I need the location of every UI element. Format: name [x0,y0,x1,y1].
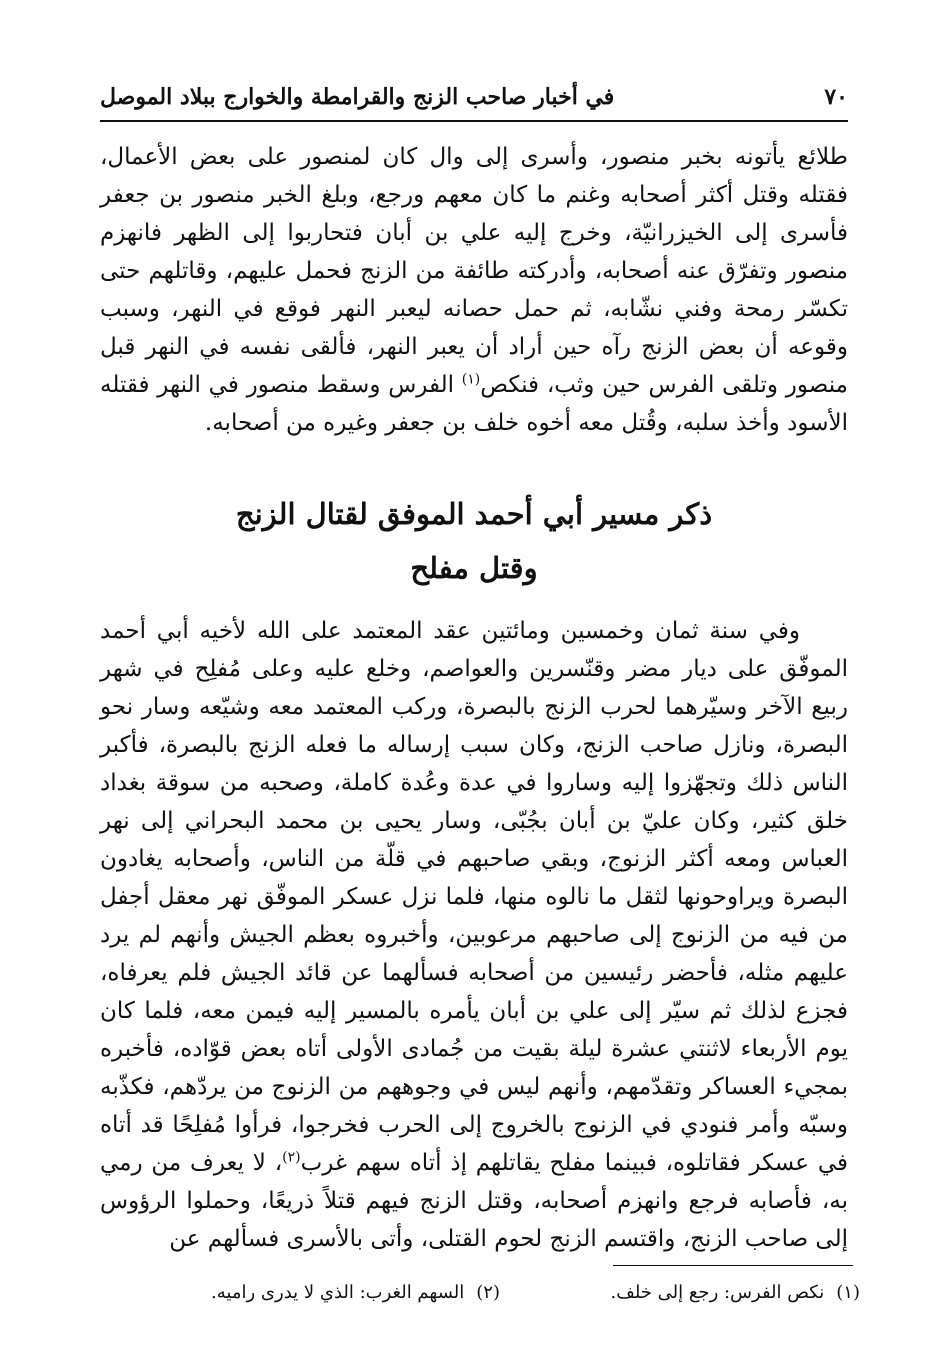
running-header [100,78,848,122]
section-text-part1: وفي سنة ثمان وخمسين ومائتين عقد المعتمد على الله لأخيه أبي أحمد الموفّق على ديار مضر وقنّسرين والعواصم، وخلع عليه وعلى مُفلِح في شهر ربيع الآخر وسيّرهما لحرب الزنج بالبصرة، وركب المعتمد معه وشيّعه وسار نحو البصرة، ونازل صاحب الزنج، وكان سبب إرساله ما فعله الزنج بالبصرة، فأكبر الناس ذلك وتجهّزوا إليه وساروا في عدة وعُدة كاملة، وصحبه من سوقة بغداد خلق كثير، وكان عليّ بن أبان بجُبّى، وسار يحيى بن محمد البحراني إلى نهر العباس ومعه أكثر الزنوج، وبقي صاحبهم في قلّة من الناس، وأصحابه يغادون البصرة ويراوحونها لثقل ما نالوه منها، فلما نزل عسكر الموفّق نهر معقل أجفل من فيه من الزنوج إلى صاحبهم مرعوبين، وأخبروه بعظم الجيش وأنهم لم يرد عليهم مثله، فأحضر رئيسين من أصحابه فسألهما عن قائد الجيش فلم يعرفاه، فجزع لذلك ثم سيّر إلى علي بن أبان يأمره بالمسير إليه فيمن معه، فلما كان يوم الأربعاء لاثنتي عشرة ليلة بقيت من جُمادى الأولى أتاه بعض قوّاده، فأخبره بمجيء العساكر وتقدّمهم، وأنهم ليس في وجوههم من الزنوج من يردّهم، فكذّبه وسبّه وأمر فنودي في الزنوج بالخروج إلى الحرب فخرجوا، فرأوا مُفلِحًا قد أتاه في عسكر فقاتلوه، فبينما مفلح يقاتلهم إذ أتاه سهم غرب [100,618,848,1176]
page-number: ٧٠ [824,84,848,110]
footnote-2-number: (٢) [476,1282,500,1303]
footnote-1 [610,1282,860,1303]
footnote-1-number: (١) [836,1282,860,1303]
footnote-divider [613,1265,853,1266]
footnotes [100,1282,860,1322]
intro-text-part2: الفرس وسقط منصور في النهر فقتله الأسود وأخذ سلبه، وقُتل معه أخوه خلف بن جعفر وغيره من أصحابه. [100,372,848,436]
section-heading-line1: ذكر مسير أبي أحمد الموفق لقتال الزنج [235,497,713,531]
footnote-2-text: السهم الغرب: الذي لا يدرى راميه. [211,1282,465,1303]
section-text-part2: ، لا يعرف من رمي به، فأصابه فرجع وانهزم أصحابه، وقتل الزنج فيهم قتلاً ذريعًا، وحملوا الرؤوس إلى صاحب الزنج، واقتسم الزنج لحوم القتلى، وأتى بالأسرى فسألهم عن [100,1150,848,1252]
section-heading-line2: وقتل مفلح [410,551,538,585]
intro-paragraph [100,138,848,442]
intro-text-part1: طلائع يأتونه بخبر منصور، وأسرى إلى وال كان لمنصور على بعض الأعمال، فقتله وقتل أكثر أصحابه وغنم ما كان معهم ورجع، وبلغ الخبر منصور بن جعفر فأسرى إلى الخيزرانيّة، وخرج إليه علي بن أبان فتحاربوا إلى الظهر فانهزم منصور وتفرّق عنه أصحابه، وأدركته طائفة من الزنج فحمل عليهم، وقاتلهم حتى تكسّر رمحة وفني نشّابه، ثم حمل حصانه ليعبر النهر فوقع في النهر، وسبب وقوعه أن بعض الزنج رآه حين أراد أن يعبر النهر، فألقى نفسه في النهر قبل منصور وتلقى الفرس حين وثب، فنكص [100,144,848,398]
footnote-1-text: نكص الفرس: رجع إلى خلف. [610,1282,825,1303]
footnote-2 [211,1282,500,1303]
header-title: في أخبار صاحب الزنج والقرامطة والخوارج ببلاد الموصل [100,84,615,110]
footnote-marker-2: (٢) [282,1149,301,1166]
footnote-marker-1: (١) [461,371,481,388]
intro-paragraph-text [100,138,848,442]
section-paragraph-text [100,612,848,1258]
section-paragraph [100,612,848,1258]
section-heading [100,487,848,595]
